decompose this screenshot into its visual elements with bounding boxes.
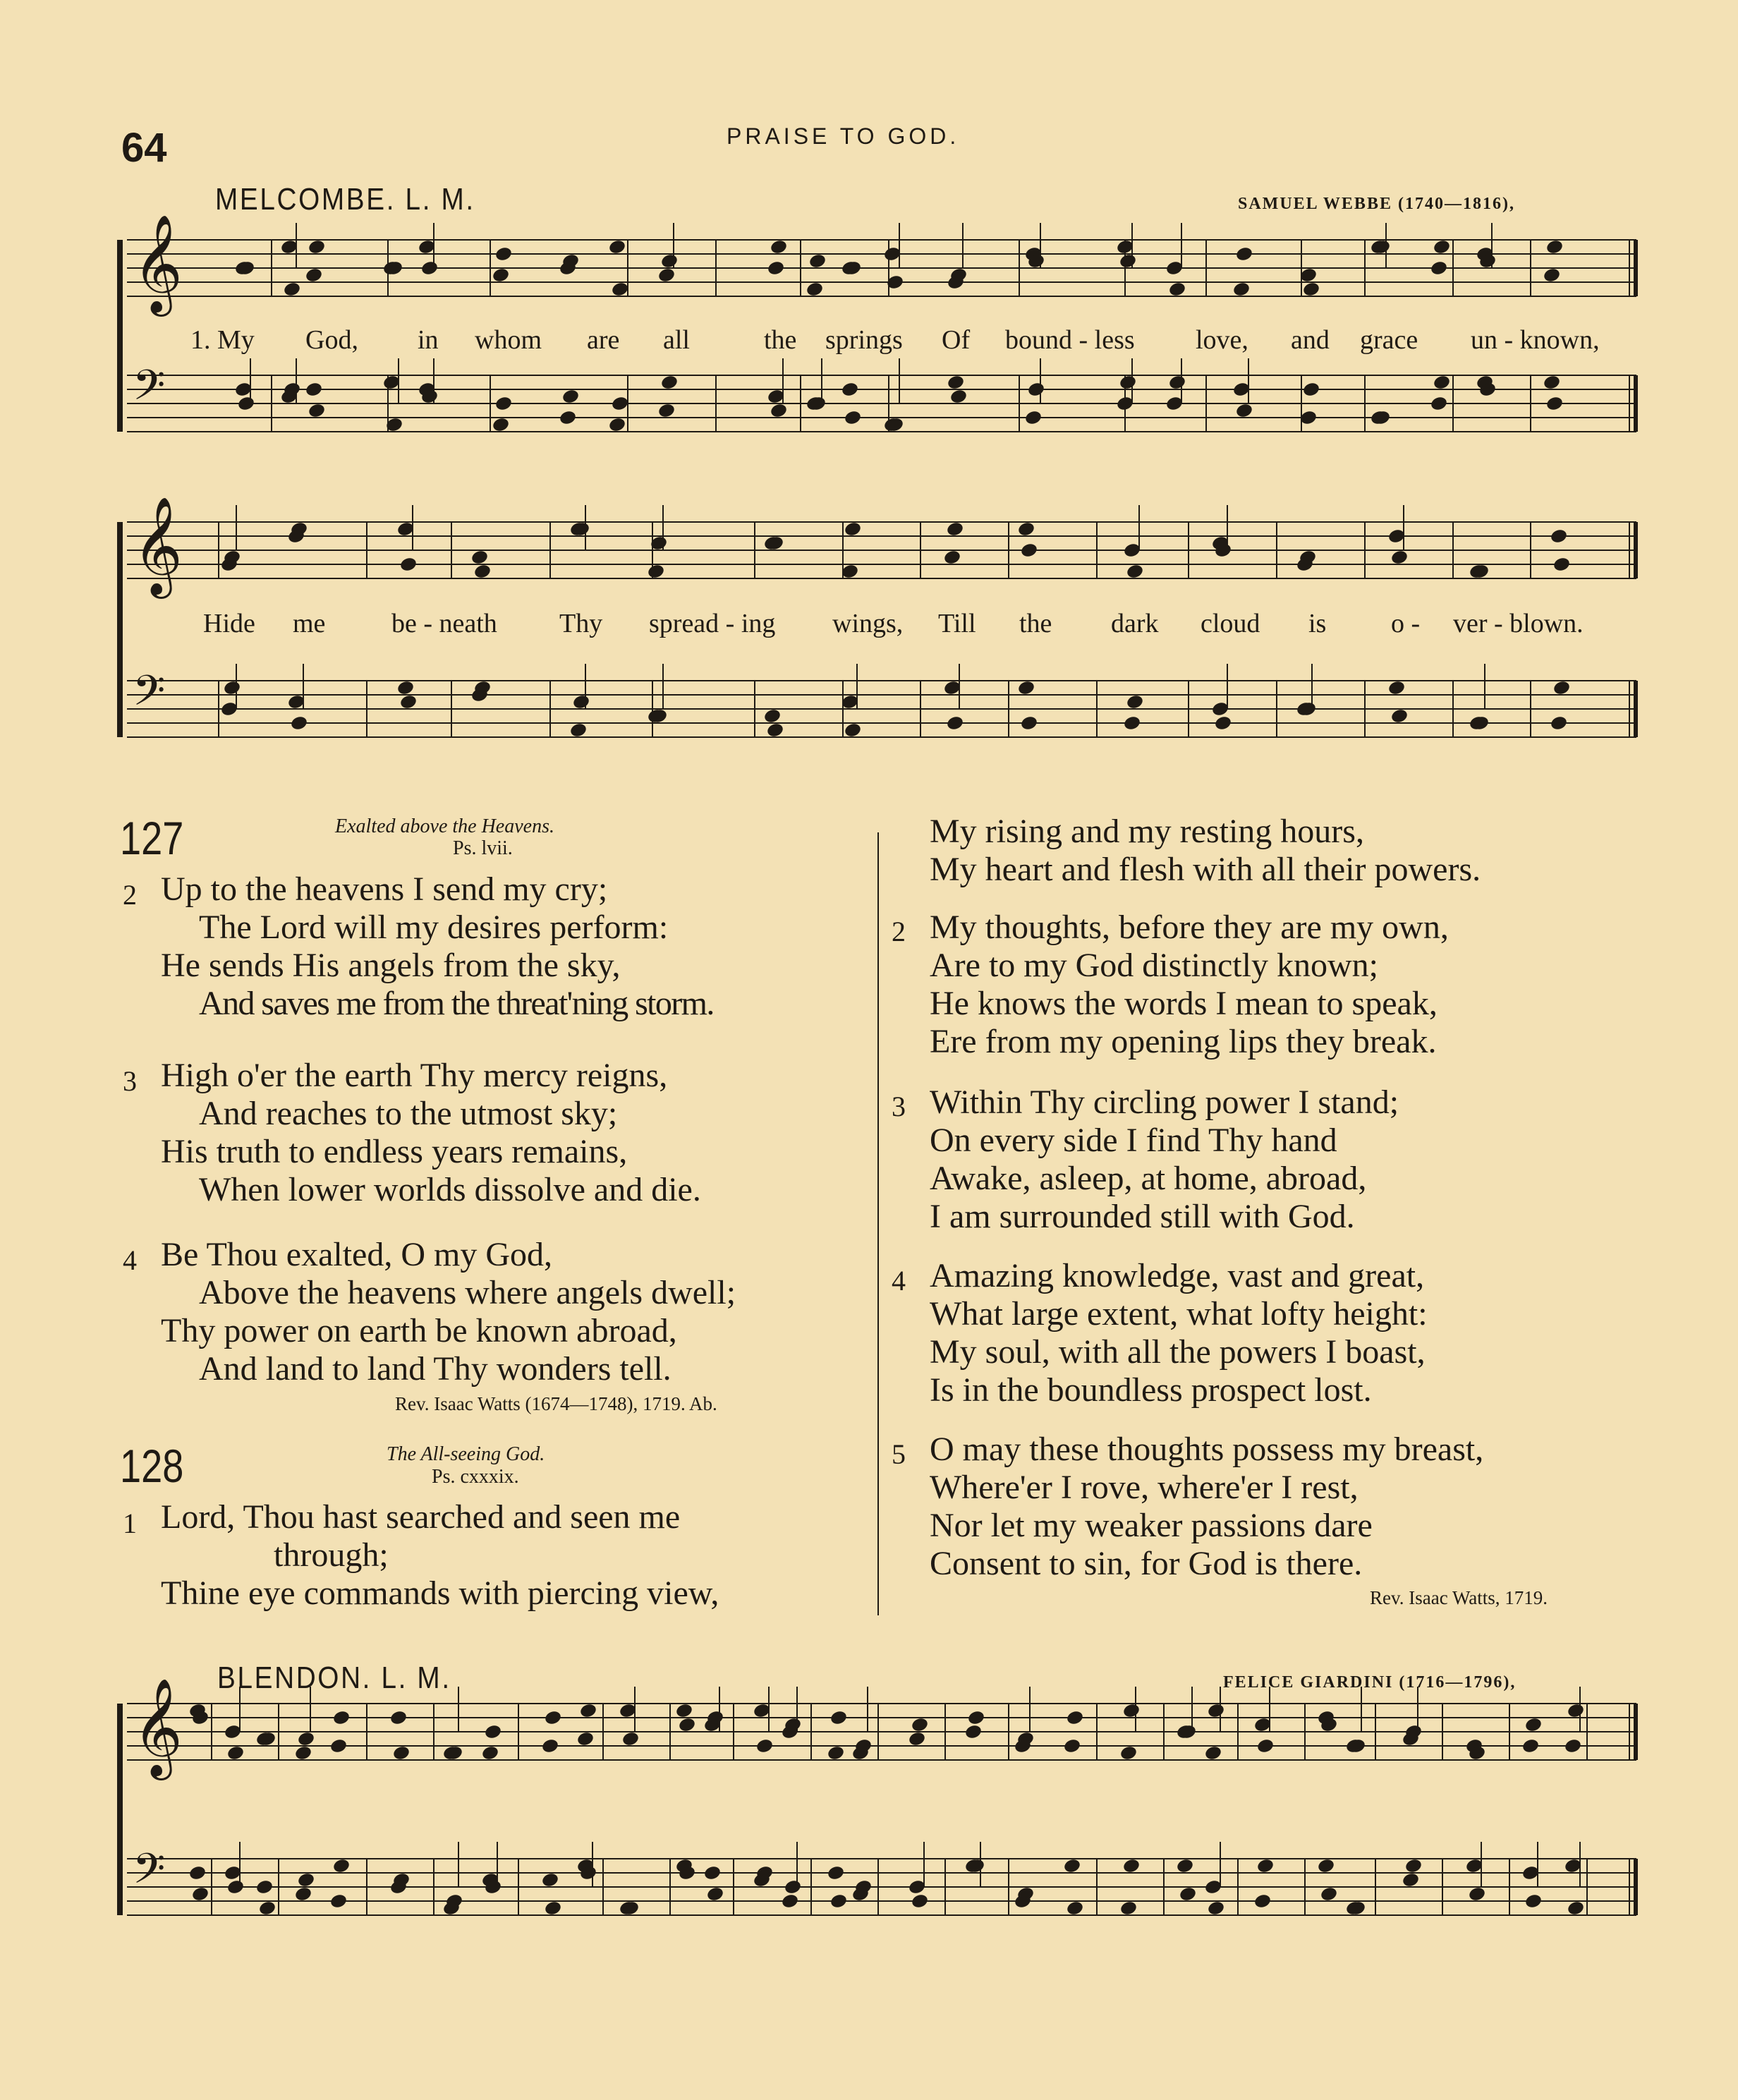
verse-line: Amazing knowledge, vast and great,	[930, 1257, 1425, 1294]
verse-line: Thy power on earth be known abroad,	[161, 1312, 677, 1349]
lyric-syllable: spread - ing	[649, 609, 776, 638]
running-head: PRAISE TO GOD.	[727, 123, 960, 149]
verse-line: My soul, with all the powers I boast,	[930, 1333, 1426, 1371]
lyric-syllable: o -	[1391, 609, 1421, 638]
lyric-syllable: wings,	[832, 609, 904, 638]
lyric-syllable: in	[418, 325, 439, 355]
lyric-syllable: the	[764, 325, 797, 355]
verse-line: Is in the boundless prospect lost.	[930, 1371, 1372, 1409]
verse-number: 4	[892, 1265, 906, 1297]
hymn-number-128: 128	[120, 1440, 184, 1492]
verse-number: 5	[892, 1438, 906, 1470]
verse-line: I am surrounded still with God.	[930, 1198, 1355, 1235]
verse-number: 1	[123, 1507, 137, 1539]
tune-name-blendon: BLENDON. L. M.	[217, 1661, 451, 1695]
lyric-syllable: un - known,	[1471, 325, 1600, 355]
verse-line: Are to my God distinctly known;	[930, 947, 1378, 984]
verse-line: Where'er I rove, where'er I rest,	[930, 1469, 1359, 1506]
lyric-syllable: love,	[1196, 325, 1248, 355]
treble-staff	[127, 214, 1636, 317]
treble-clef-icon: 𝄞	[133, 497, 183, 595]
bass-staff	[127, 666, 1636, 737]
verse-line: Awake, asleep, at home, abroad,	[930, 1160, 1367, 1197]
lyric-syllable: Hide	[203, 609, 255, 638]
treble-clef-icon: 𝄞	[133, 214, 183, 312]
hymn-128-psalm: Ps. cxxxix.	[432, 1466, 519, 1488]
verse-line: Nor let my weaker passions dare	[930, 1507, 1373, 1544]
tune-name-melcombe: MELCOMBE. L. M.	[215, 182, 475, 217]
lyric-syllable: dark	[1111, 609, 1159, 638]
lyric-syllable: ver - blown.	[1453, 609, 1584, 638]
verse-number: 2	[123, 879, 137, 911]
lyric-syllable: me	[293, 609, 326, 638]
verse-number: 4	[123, 1244, 137, 1276]
composer-webbe: SAMUEL WEBBE (1740—1816),	[1238, 195, 1515, 213]
lyric-syllable: Till	[938, 609, 976, 638]
hymn-127-attribution: Rev. Isaac Watts (1674—1748), 1719. Ab.	[395, 1393, 717, 1414]
lyric-syllable: all	[663, 325, 690, 355]
verse-line: When lower worlds dissolve and die.	[199, 1171, 701, 1208]
verse-line: My rising and my resting hours,	[930, 813, 1364, 850]
bass-clef-icon: 𝄢	[133, 360, 166, 420]
lyric-syllable: be - neath	[391, 609, 497, 638]
verse-line: And saves me from the threat'ning storm.	[199, 985, 714, 1022]
lyric-syllable: 1. My	[190, 325, 255, 355]
lyric-syllable: bound - less	[1005, 325, 1135, 355]
verse-line: Be Thou exalted, O my God,	[161, 1236, 553, 1273]
verse-line: His truth to endless years remains,	[161, 1133, 628, 1170]
verse-line: My heart and flesh with all their powers.	[930, 851, 1481, 888]
verse-line: Ere from my opening lips they break.	[930, 1023, 1437, 1060]
lyric-syllable: is	[1308, 609, 1327, 638]
verse-line: Lord, Thou hast searched and seen me	[161, 1498, 681, 1536]
column-divider	[877, 832, 879, 1615]
verse-number: 3	[892, 1091, 906, 1122]
lyric-syllable: and	[1291, 325, 1330, 355]
verse-line: Up to the heavens I send my cry;	[161, 870, 608, 908]
verse-line: On every side I find Thy hand	[930, 1122, 1337, 1159]
melcombe-lyrics-2	[0, 608, 1738, 641]
melcombe-lyrics-1	[0, 324, 1738, 357]
hymn-127-psalm: Ps. lvii.	[453, 837, 513, 859]
lyric-syllable: cloud	[1201, 609, 1260, 638]
lyric-syllable: Of	[942, 325, 971, 355]
treble-staff	[127, 497, 1636, 599]
verse-line: Within Thy circling power I stand;	[930, 1084, 1399, 1121]
verse-line: And land to land Thy wonders tell.	[199, 1350, 672, 1388]
verse-line: The Lord will my desires perform:	[199, 909, 669, 946]
hymn-128-title: The All-seeing God.	[387, 1443, 545, 1465]
verse-line: What large extent, what lofty height:	[930, 1295, 1428, 1333]
verse-number: 2	[892, 916, 906, 947]
hymn-number-127: 127	[120, 812, 184, 864]
verse-line: O may these thoughts possess my breast,	[930, 1431, 1484, 1468]
verse-line: My thoughts, before they are my own,	[930, 909, 1449, 946]
page-number: 64	[121, 125, 167, 171]
bass-clef-icon: 𝄢	[133, 666, 166, 725]
hymn-128-attribution: Rev. Isaac Watts, 1719.	[1370, 1587, 1548, 1608]
verse-line: Above the heavens where angels dwell;	[199, 1274, 736, 1311]
lyric-syllable: God,	[305, 325, 358, 355]
lyric-syllable: Thy	[559, 609, 603, 638]
verse-line: He sends His angels from the sky,	[161, 947, 621, 984]
hymn-127-title: Exalted above the Heavens.	[335, 815, 554, 837]
bass-clef-icon: 𝄢	[133, 1844, 166, 1903]
verse-line: He knows the words I mean to speak,	[930, 985, 1438, 1022]
verse-line: Consent to sin, for God is there.	[930, 1545, 1363, 1582]
lyric-syllable: whom	[475, 325, 542, 355]
verse-line: through;	[274, 1536, 389, 1574]
lyric-syllable: springs	[825, 325, 903, 355]
lyric-syllable: are	[587, 325, 620, 355]
verse-line: High o'er the earth Thy mercy reigns,	[161, 1057, 668, 1094]
lyric-syllable: the	[1019, 609, 1052, 638]
verse-number: 3	[123, 1065, 137, 1097]
verse-line: And reaches to the utmost sky;	[199, 1095, 618, 1132]
composer-giardini: FELICE GIARDINI (1716—1796),	[1223, 1673, 1517, 1692]
treble-clef-icon: 𝄞	[133, 1678, 183, 1776]
lyric-syllable: grace	[1360, 325, 1418, 355]
verse-line: Thine eye commands with piercing view,	[161, 1574, 719, 1612]
bass-staff	[127, 360, 1636, 432]
